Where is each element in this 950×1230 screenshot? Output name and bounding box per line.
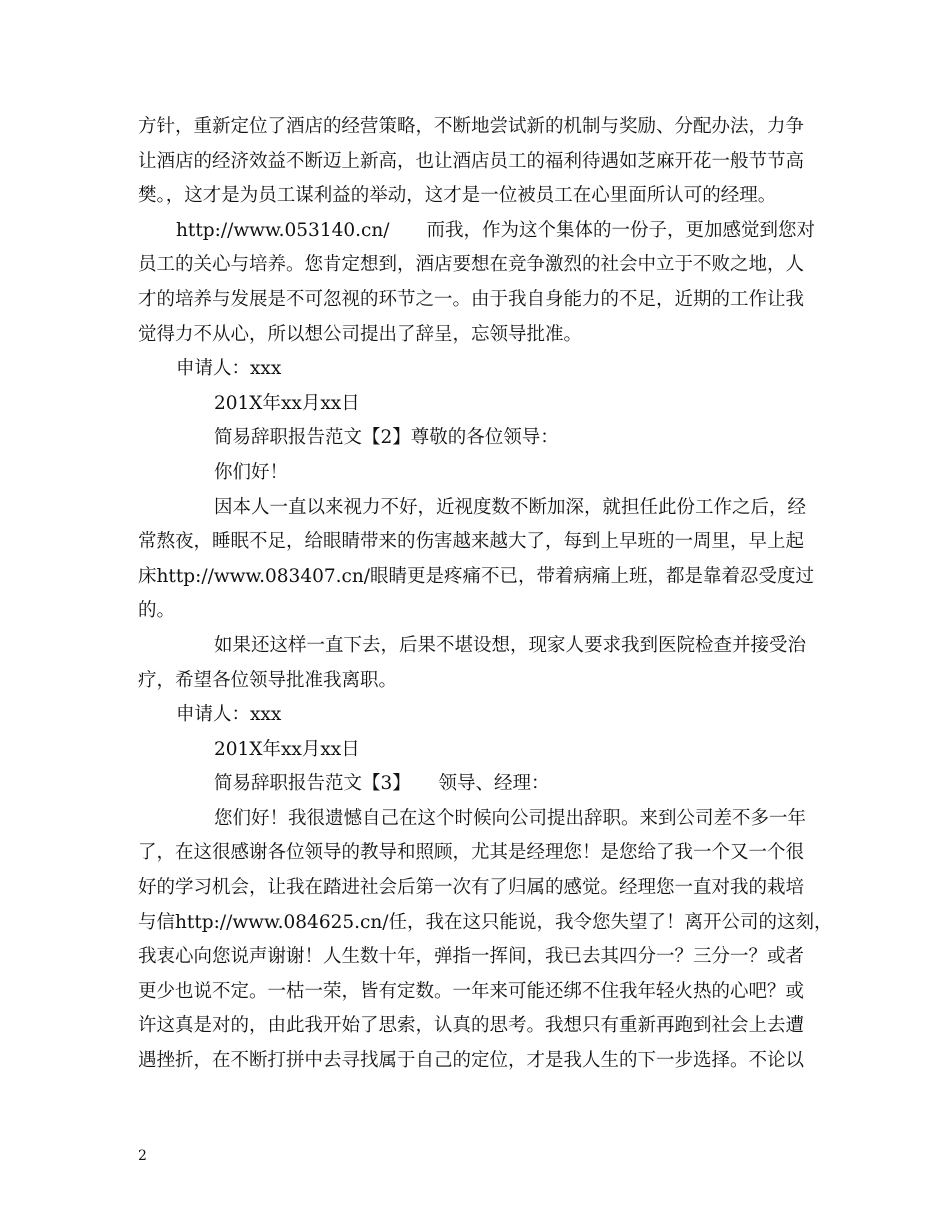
text-line: 我衷心向您说声谢谢！人生数十年，弹指一挥间，我已去其四分一？三分一？或者 xyxy=(138,946,805,968)
text-line: 员工的关心与培养。您肯定想到，酒店要想在竞争激烈的社会中立于不败之地，人 xyxy=(138,254,805,276)
text-line: 因本人一直以来视力不好，近视度数不断加深，就担任此份工作之后，经 xyxy=(214,496,807,518)
section-heading: 简易辞职报告范文【2】尊敬的各位领导： xyxy=(214,427,559,449)
text-line: 的。 xyxy=(138,600,176,622)
text-line: 床http://www.083407.cn/眼睛更是疼痛不已，带着病痛上班，都是靠着忍受度过 xyxy=(138,565,815,587)
text-line: 如果还这样一直下去，后果不堪设想，现家人要求我到医院检查并接受治 xyxy=(214,634,807,656)
applicant-line: 申请人：xxx xyxy=(176,358,282,380)
greeting-line: 你们好！ xyxy=(214,461,289,483)
text-line: http://www.053140.cn/ 而我，作为这个集体的一份子，更加感觉到您对 xyxy=(176,219,816,241)
text-line: 才的培养与发展是不可忽视的环节之一。由于我自身能力的不足，近期的工作让我 xyxy=(138,288,805,310)
section-heading: 简易辞职报告范文【3】 领导、经理： xyxy=(214,773,550,795)
text-line: 许这真是对的，由此我开始了思索，认真的思考。我想只有重新再跑到社会上去遭 xyxy=(138,1015,805,1037)
text-line: 樊。，这才是为员工谋利益的举动，这才是一位被员工在心里面所认可的经理。 xyxy=(138,185,777,207)
date-line: 201X年xx月xx日 xyxy=(214,738,360,760)
text-line: 了，在这很感谢各位领导的教导和照顾，尤其是经理您！是您给了我一个又一个很 xyxy=(138,842,805,864)
text-line: 您们好！我很遗憾自己在这个时候向公司提出辞职。来到公司差不多一年 xyxy=(214,807,807,829)
text-line: 与信http://www.084625.cn/任，我在这只能说，我令您失望了！离开公司的这刻， xyxy=(138,911,833,933)
text-line: 遇挫折，在不断打拼中去寻找属于自己的定位，才是我人生的下一步选择。不论以 xyxy=(138,1050,805,1072)
text-line: 觉得力不从心，所以想公司提出了辞呈，忘领导批准。 xyxy=(138,323,583,345)
text-line: 常熬夜，睡眠不足，给眼睛带来的伤害越来越大了，每到上早班的一周里，早上起 xyxy=(138,531,805,553)
text-line: 方针，重新定位了酒店的经营策略，不断地尝试新的机制与奖励、分配办法，力争 xyxy=(138,116,805,137)
page-number: 2 xyxy=(138,1148,147,1164)
text-line: 更少也说不定。一枯一荣，皆有定数。一年来可能还绑不住我年轻火热的心吧？或 xyxy=(138,980,805,1002)
text-line: 疗，希望各位领导批准我离职。 xyxy=(138,669,398,691)
document-body xyxy=(138,110,833,1079)
applicant-line: 申请人：xxx xyxy=(176,704,282,726)
text-line: 好的学习机会，让我在踏进社会后第一次有了归属的感觉。经理您一直对我的栽培 xyxy=(138,877,805,899)
date-line: 201X年xx月xx日 xyxy=(214,392,360,414)
text-line: 让酒店的经济效益不断迈上新高，也让酒店员工的福利待遇如芝麻开花一般节节高 xyxy=(138,150,805,172)
